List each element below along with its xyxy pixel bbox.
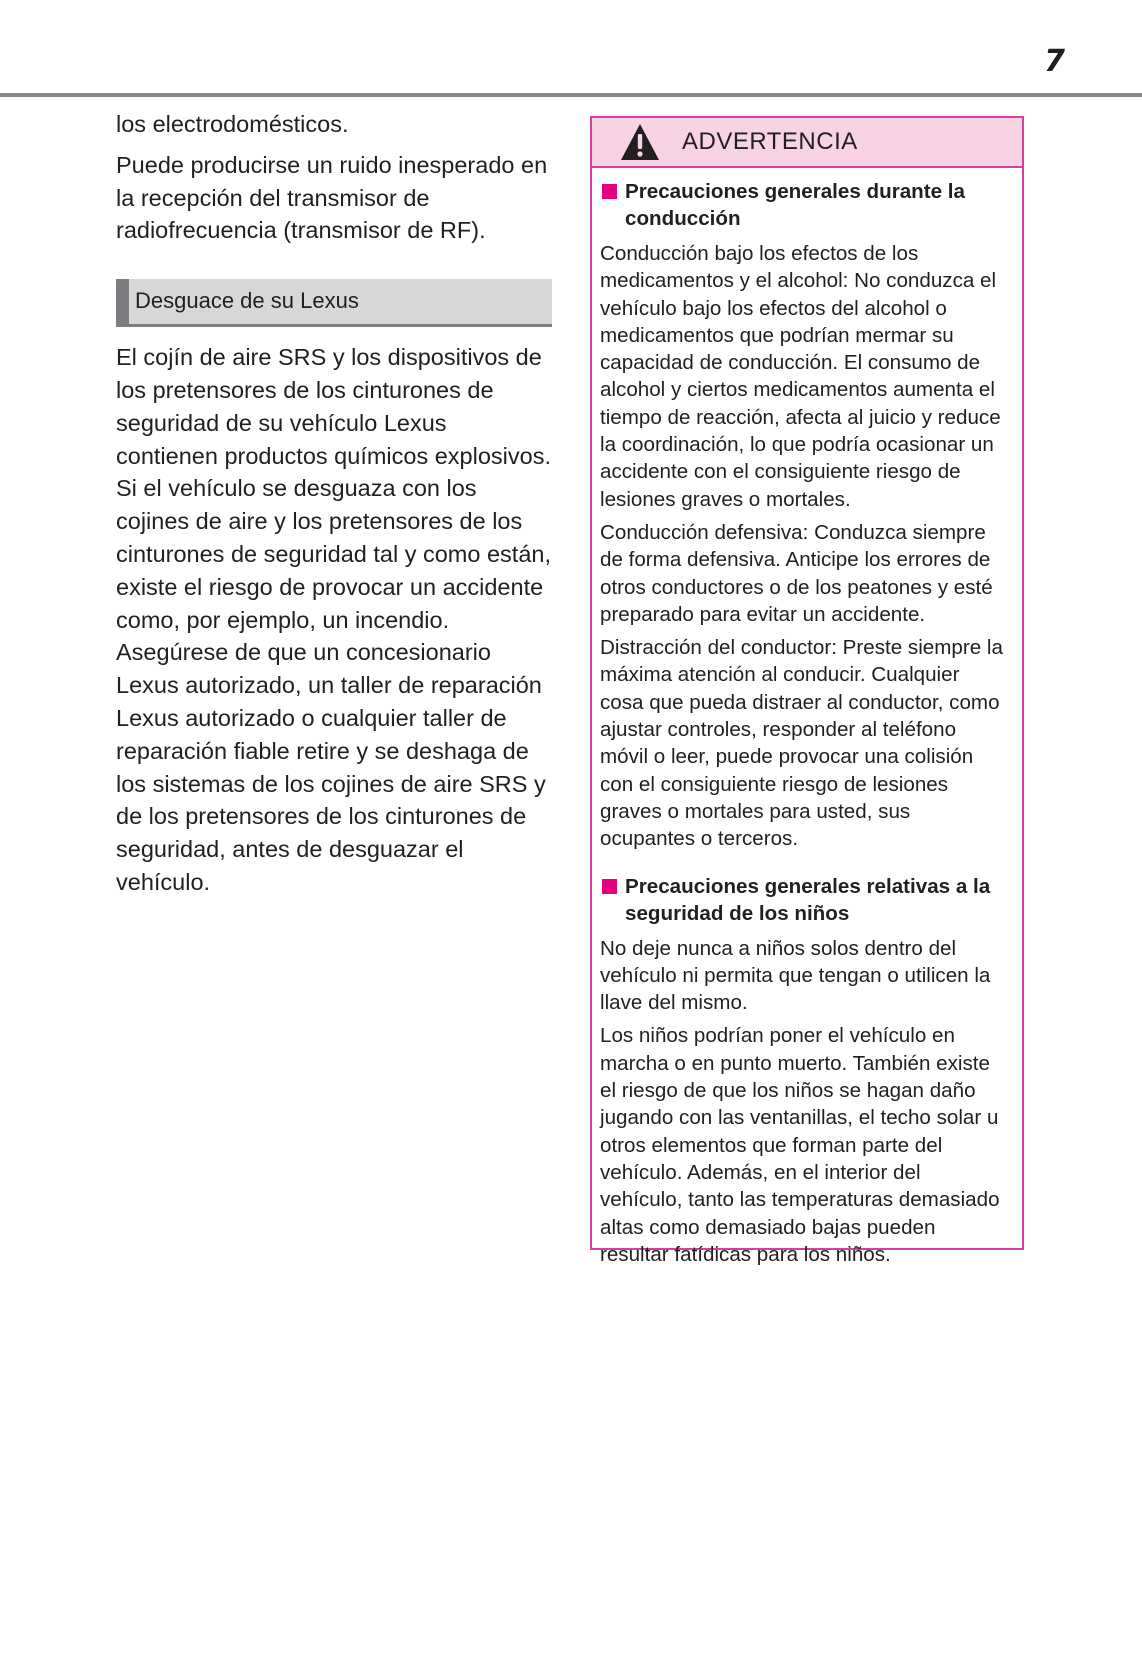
left-column — [116, 108, 552, 907]
section-body: El cojín de aire SRS y los dispositivos de los pretensores de los cinturones de seguridad de su vehículo Lexus contienen productos químicos explosivos. Si el vehículo se desguaza con los cojines de aire y los pretensores de los cinturones de seguridad tal y como están, existe el riesgo de provocar un accidente como, por ejemplo, un incendio. Asegúrese de que un concesionario Lexus autorizado, un taller de reparación Lexus autorizado o cualquier taller de reparación fiable retire y se deshaga de los sistemas de los cojines de aire SRS y de los pretensores de los cinturones de seguridad, antes de desguazar el vehículo. — [116, 344, 552, 895]
warning-subheading-text: Precauciones generales durante la conducción — [625, 180, 965, 230]
warning-subheading-text: Precauciones generales relativas a la seguridad de los niños — [625, 874, 991, 925]
header-rule — [0, 93, 1142, 97]
warning-paragraph: Conducción bajo los efectos de los medicamentos y el alcohol: No conduzca el vehículo bajo los efectos del alcohol o medicamentos que podrían mermar su capacidad de conducción. El consumo de alcohol y ciertos medicamentos aumenta el tiempo de reacción, afecta al juicio y reduce la coordinación, lo que podría ocasionar un accidente con el consiguiente riesgo de lesiones graves o mortales. — [600, 242, 1001, 511]
warning-subheading — [600, 178, 1006, 232]
section-heading — [116, 279, 552, 327]
warning-triangle-icon — [620, 123, 660, 161]
square-bullet-icon — [602, 184, 617, 199]
page-number: 7 — [1044, 44, 1064, 79]
warning-paragraph: Conducción defensiva: Conduzca siempre de forma defensiva. Anticipe los errores de otros conductores o de los peatones y esté preparado para evitar un accidente. — [600, 520, 993, 626]
warning-subheading — [600, 873, 1006, 927]
warning-paragraph: Los niños podrían poner el vehículo en marcha o en punto muerto. También existe el riesgo de que los niños se hagan daño jugando con las ventanillas, el techo solar u otros elementos que forman parte del vehículo. Además, en el interior del vehículo, tanto las temperaturas demasiado altas como demasiado bajas pueden resultar fatídicas para los niños. — [600, 1024, 1000, 1266]
warning-paragraph: No deje nunca a niños solos dentro del vehículo ni permita que tengan o utilicen la llave del mismo. — [600, 936, 991, 1015]
section-heading-text: Desguace de su Lexus — [135, 288, 359, 314]
warning-paragraph: Distracción del conductor: Preste siempre la máxima atención al conducir. Cualquier cosa que pueda distraer al conductor, como ajustar controles, responder al teléfono móvil o leer, puede provocar una colisión con el consiguiente riesgo de lesiones graves o mortales para usted, sus ocupantes o terceros. — [600, 636, 1003, 851]
warning-title: ADVERTENCIA — [682, 128, 858, 155]
square-bullet-icon — [602, 879, 617, 894]
warning-header — [592, 118, 1022, 168]
paragraph: los electrodomésticos. — [116, 111, 349, 137]
warning-body — [592, 168, 1022, 1268]
paragraph: Puede producirse un ruido inesperado en la recepción del transmisor de radiofrecuencia (transmisor de RF). — [116, 151, 548, 244]
warning-box — [590, 116, 1024, 1266]
